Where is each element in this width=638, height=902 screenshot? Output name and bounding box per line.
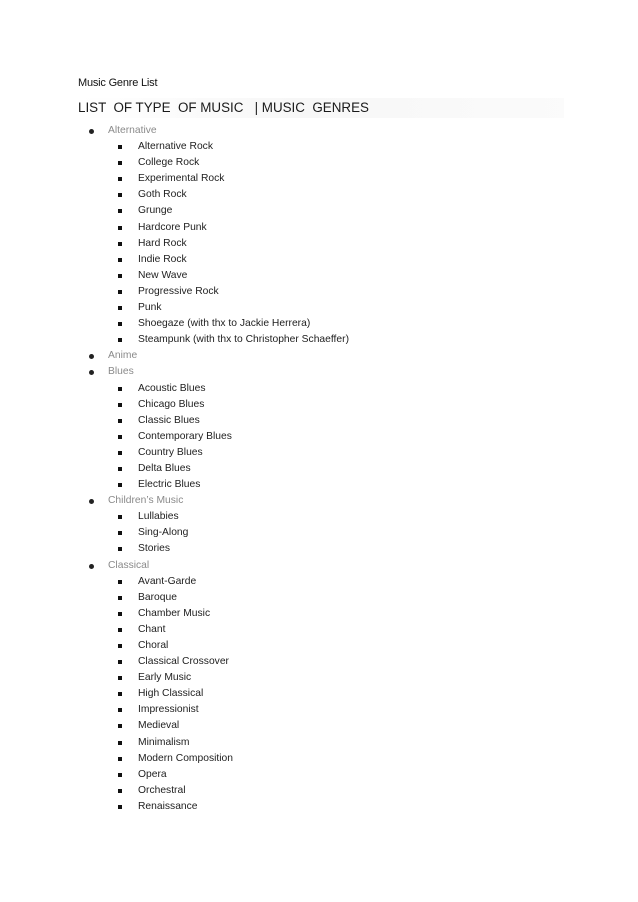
round-bullet-icon <box>89 564 94 569</box>
subgenre-label: Chant <box>138 623 166 635</box>
subgenre-label: Opera <box>138 768 167 780</box>
subgenre-item <box>0 670 638 686</box>
square-bullet-icon <box>118 193 122 197</box>
subgenre-item <box>0 252 638 268</box>
document-heading: LIST OF TYPE OF MUSIC | MUSIC GENRES <box>78 98 564 118</box>
square-bullet-icon <box>118 274 122 278</box>
subgenre-item <box>0 799 638 815</box>
subgenre-item <box>0 397 638 413</box>
subgenre-item <box>0 236 638 252</box>
subgenre-label: Lullabies <box>138 511 179 523</box>
square-bullet-icon <box>118 708 122 712</box>
square-bullet-icon <box>118 290 122 294</box>
subgenre-label: Country Blues <box>138 446 203 458</box>
subgenre-label: Alternative Rock <box>138 141 213 153</box>
subgenre-label: Indie Rock <box>138 253 187 265</box>
subgenre-label: Electric Blues <box>138 479 201 491</box>
subgenre-label: Goth Rock <box>138 189 187 201</box>
square-bullet-icon <box>118 467 122 471</box>
subgenre-item <box>0 171 638 187</box>
subgenre-item <box>0 718 638 734</box>
subgenre-item <box>0 268 638 284</box>
subgenre-label: Hardcore Punk <box>138 221 207 233</box>
subgenre-item <box>0 751 638 767</box>
subgenre-item <box>0 381 638 397</box>
genre-category-label: Anime <box>108 350 138 362</box>
genre-category-label: Blues <box>108 366 134 378</box>
genre-list <box>0 123 638 815</box>
round-bullet-icon <box>89 499 94 504</box>
square-bullet-icon <box>118 515 122 519</box>
subgenre-label: Classic Blues <box>138 414 200 426</box>
subgenre-item <box>0 155 638 171</box>
subgenre-item <box>0 316 638 332</box>
square-bullet-icon <box>118 242 122 246</box>
square-bullet-icon <box>118 628 122 632</box>
square-bullet-icon <box>118 161 122 165</box>
square-bullet-icon <box>118 338 122 342</box>
subgenre-item <box>0 332 638 348</box>
subgenre-label: Stories <box>138 543 171 555</box>
square-bullet-icon <box>118 805 122 809</box>
square-bullet-icon <box>118 676 122 680</box>
subgenre-item <box>0 139 638 155</box>
subgenre-label: Shoegaze (with thx to Jackie Herrera) <box>138 318 311 330</box>
subgenre-label: Orchestral <box>138 784 186 796</box>
square-bullet-icon <box>118 531 122 535</box>
subgenre-item <box>0 413 638 429</box>
subgenre-item <box>0 525 638 541</box>
round-bullet-icon <box>89 354 94 359</box>
square-bullet-icon <box>118 644 122 648</box>
subgenre-label: Contemporary Blues <box>138 430 232 442</box>
subgenre-label: Steampunk (with thx to Christopher Schaeffer) <box>138 334 349 346</box>
subgenre-item <box>0 461 638 477</box>
square-bullet-icon <box>118 419 122 423</box>
genre-category-item <box>0 123 638 139</box>
subgenre-item <box>0 203 638 219</box>
subgenre-item <box>0 574 638 590</box>
square-bullet-icon <box>118 724 122 728</box>
subgenre-item <box>0 477 638 493</box>
subgenre-item <box>0 187 638 203</box>
subgenre-item <box>0 429 638 445</box>
round-bullet-icon <box>89 129 94 134</box>
round-bullet-icon <box>89 370 94 375</box>
subgenre-label: Hard Rock <box>138 237 187 249</box>
subgenre-item <box>0 702 638 718</box>
genre-category-label: Alternative <box>108 125 157 136</box>
subgenre-label: High Classical <box>138 688 204 700</box>
subgenre-label: Medieval <box>138 720 180 732</box>
subgenre-item <box>0 638 638 654</box>
square-bullet-icon <box>118 773 122 777</box>
subgenre-label: Grunge <box>138 205 173 217</box>
square-bullet-icon <box>118 757 122 761</box>
subgenre-item <box>0 590 638 606</box>
genre-category-label: Children’s Music <box>108 495 184 507</box>
genre-category-item <box>0 493 638 509</box>
subgenre-label: Delta Blues <box>138 462 191 474</box>
subgenre-label: Impressionist <box>138 704 199 716</box>
square-bullet-icon <box>118 789 122 793</box>
subgenre-item <box>0 686 638 702</box>
square-bullet-icon <box>118 226 122 230</box>
subgenre-label: Minimalism <box>138 736 190 748</box>
square-bullet-icon <box>118 660 122 664</box>
square-bullet-icon <box>118 306 122 310</box>
subgenre-item <box>0 783 638 799</box>
square-bullet-icon <box>118 596 122 600</box>
subgenre-item <box>0 735 638 751</box>
subgenre-label: Classical Crossover <box>138 656 229 668</box>
square-bullet-icon <box>118 209 122 213</box>
document-title: Music Genre List <box>78 77 158 89</box>
square-bullet-icon <box>118 435 122 439</box>
subgenre-label: College Rock <box>138 157 200 169</box>
subgenre-item <box>0 606 638 622</box>
square-bullet-icon <box>118 547 122 551</box>
genre-category-label: Classical <box>108 559 150 571</box>
subgenre-label: Renaissance <box>138 800 198 812</box>
square-bullet-icon <box>118 483 122 487</box>
subgenre-item <box>0 445 638 461</box>
square-bullet-icon <box>118 741 122 745</box>
subgenre-item <box>0 284 638 300</box>
square-bullet-icon <box>118 177 122 181</box>
subgenre-label: Acoustic Blues <box>138 382 206 394</box>
subgenre-label: Experimental Rock <box>138 173 225 185</box>
square-bullet-icon <box>118 322 122 326</box>
subgenre-item <box>0 622 638 638</box>
subgenre-item <box>0 767 638 783</box>
subgenre-label: New Wave <box>138 269 188 281</box>
subgenre-item <box>0 300 638 316</box>
subgenre-label: Modern Composition <box>138 752 234 764</box>
subgenre-label: Progressive Rock <box>138 285 219 297</box>
square-bullet-icon <box>118 580 122 584</box>
subgenre-item <box>0 509 638 525</box>
subgenre-label: Chamber Music <box>138 607 211 619</box>
square-bullet-icon <box>118 451 122 455</box>
subgenre-label: Sing-Along <box>138 527 189 539</box>
genre-category-item <box>0 348 638 364</box>
subgenre-item <box>0 541 638 557</box>
square-bullet-icon <box>118 692 122 696</box>
square-bullet-icon <box>118 387 122 391</box>
subgenre-item <box>0 220 638 236</box>
subgenre-label: Choral <box>138 640 169 651</box>
subgenre-item <box>0 654 638 670</box>
subgenre-label: Punk <box>138 302 162 314</box>
subgenre-label: Avant-Garde <box>138 575 197 587</box>
square-bullet-icon <box>118 258 122 262</box>
square-bullet-icon <box>118 403 122 407</box>
square-bullet-icon <box>118 145 122 149</box>
subgenre-label: Chicago Blues <box>138 398 205 410</box>
square-bullet-icon <box>118 612 122 616</box>
subgenre-label: Baroque <box>138 591 177 603</box>
genre-category-item <box>0 364 638 380</box>
subgenre-label: Early Music <box>138 672 192 684</box>
genre-category-item <box>0 558 638 574</box>
